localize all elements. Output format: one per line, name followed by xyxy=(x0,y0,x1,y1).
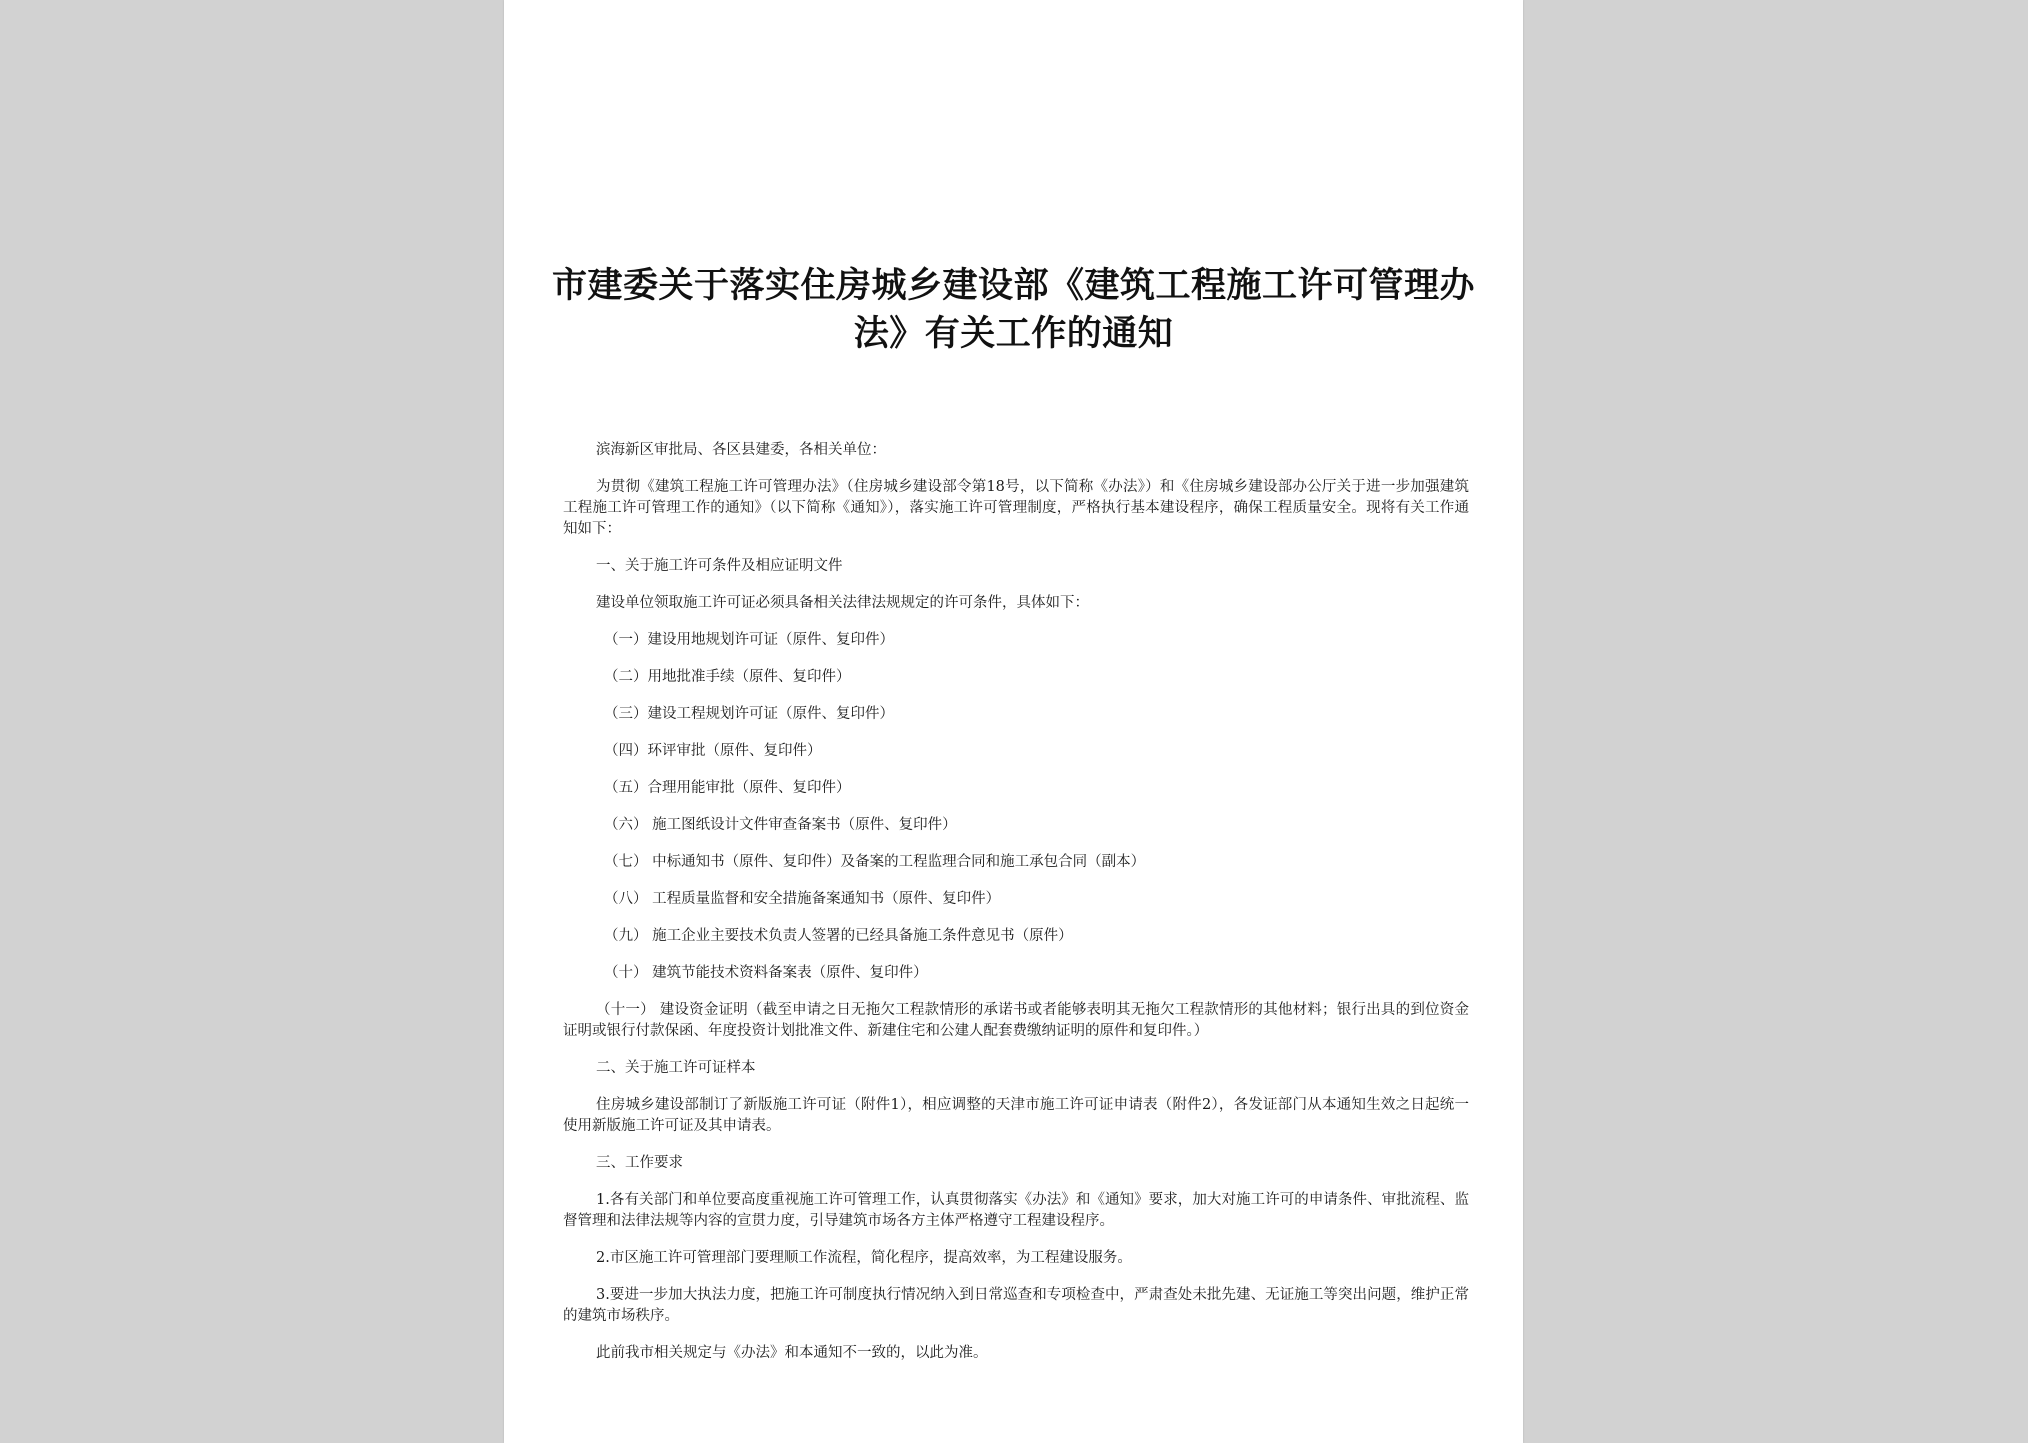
section-paragraph: 住房城乡建设部制订了新版施工许可证（附件1），相应调整的天津市施工许可证申请表（附件2），各发证部门从本通知生效之日起统一使用新版施工许可证及其申请表。 xyxy=(563,1097,1469,1134)
list-item: （十） 建筑节能技术资料备案表（原件、复印件） xyxy=(604,965,928,981)
section-heading: 一、关于施工许可条件及相应证明文件 xyxy=(596,558,843,574)
section-heading: 三、工作要求 xyxy=(596,1155,683,1171)
requirement-paragraph: 3.要进一步加大执法力度，把施工许可制度执行情况纳入到日常巡查和专项检查中，严肃查处未批先建、无证施工等突出问题，维护正常的建筑市场秩序。 xyxy=(563,1287,1469,1324)
document-page xyxy=(504,0,1523,1443)
section-lead: 建设单位领取施工许可证必须具备相关法律法规规定的许可条件，具体如下： xyxy=(596,595,1089,611)
list-item: （八） 工程质量监督和安全措施备案通知书（原件、复印件） xyxy=(604,891,1001,907)
document-body xyxy=(563,440,1469,1380)
requirement-paragraph: 1.各有关部门和单位要高度重视施工许可管理工作，认真贯彻落实《办法》和《通知》要求，加大对施工许可的申请条件、审批流程、监督管理和法律法规等内容的宣贯力度，引导建筑市场各方主体严格遵守工程建设程序。 xyxy=(563,1192,1469,1229)
list-item: （五）合理用能审批（原件、复印件） xyxy=(604,780,851,796)
list-item: （九） 施工企业主要技术负责人签署的已经具备施工条件意见书（原件） xyxy=(604,928,1073,944)
document-title: 市建委关于落实住房城乡建设部《建筑工程施工许可管理办法》有关工作的通知 xyxy=(551,265,1475,354)
intro-paragraph: 为贯彻《建筑工程施工许可管理办法》（住房城乡建设部令第18号，以下简称《办法》）和《住房城乡建设部办公厅关于进一步加强建筑工程施工许可管理工作的通知》（以下简称《通知》），落实施工许可管理制度，严格执行基本建设程序，确保工程质量安全。现将有关工作通知如下： xyxy=(563,479,1469,537)
closing-paragraph: 此前我市相关规定与《办法》和本通知不一致的，以此为准。 xyxy=(596,1345,988,1361)
list-item: （三）建设工程规划许可证（原件、复印件） xyxy=(604,706,894,722)
list-item: （六） 施工图纸设计文件审查备案书（原件、复印件） xyxy=(604,817,957,833)
list-item-eleven: （十一） 建设资金证明（截至申请之日无拖欠工程款情形的承诺书或者能够表明其无拖欠工程款情形的其他材料；银行出具的到位资金证明或银行付款保函、年度投资计划批准文件、新建住宅和公建人配套费缴纳证明的原件和复印件。） xyxy=(563,1002,1469,1039)
list-item: （七） 中标通知书（原件、复印件）及备案的工程监理合同和施工承包合同（副本） xyxy=(604,854,1146,870)
section-heading: 二、关于施工许可证样本 xyxy=(596,1060,756,1076)
list-item: （四）环评审批（原件、复印件） xyxy=(604,743,822,759)
list-item: （一）建设用地规划许可证（原件、复印件） xyxy=(604,632,894,648)
requirement-paragraph: 2.市区施工许可管理部门要理顺工作流程，简化程序，提高效率，为工程建设服务。 xyxy=(596,1250,1132,1266)
list-item: （二）用地批准手续（原件、复印件） xyxy=(604,669,851,685)
salutation: 滨海新区审批局、各区县建委，各相关单位： xyxy=(596,442,886,458)
